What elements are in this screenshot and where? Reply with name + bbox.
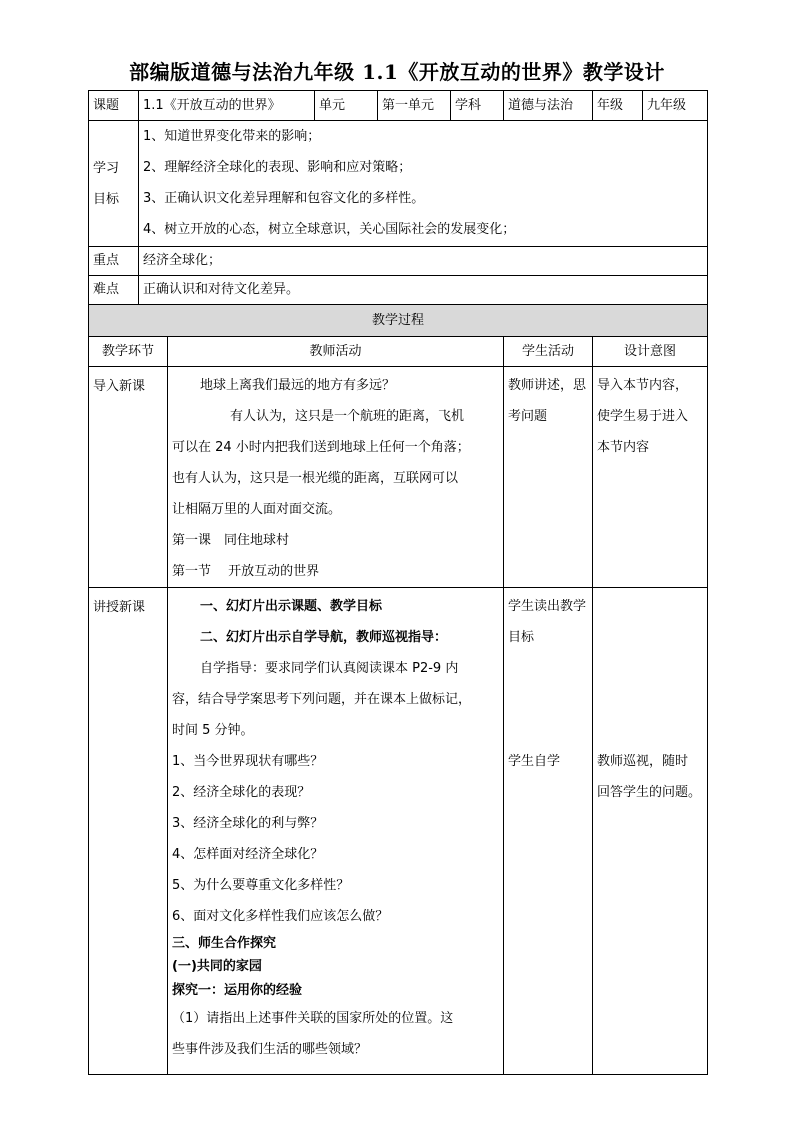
question-item: 1、当今世界现状有哪些？ — [172, 754, 324, 769]
subject-value: 道德与法治 — [504, 91, 593, 121]
intro-line: 可以在 24 小时内把我们送到地球上任何一个角落； — [172, 440, 470, 455]
unit-label: 单元 — [315, 91, 378, 121]
new-content-row — [89, 588, 708, 1075]
question-item: 6、面对文化多样性我们应该怎么做？ — [172, 909, 389, 924]
goals-row — [89, 121, 708, 247]
lesson-label: 课题 — [89, 91, 139, 121]
process-heading: 教学过程 — [89, 305, 708, 337]
goals-content — [139, 121, 708, 247]
new-intent — [593, 588, 708, 1075]
goal-item: 2、理解经济全球化的表现、影响和应对策略； — [143, 160, 412, 175]
section-heading: 探究一：运用你的经验 — [172, 983, 303, 998]
new-student-line: 学生自学 — [508, 754, 561, 769]
guide-line: 容，结合导学案思考下列问题，并在课本上做标记， — [172, 692, 472, 707]
lesson-plan-table — [88, 90, 708, 1075]
columns-row — [89, 337, 708, 367]
intro-row — [89, 367, 708, 588]
goal-item: 4、树立开放的心态，树立全球意识，关心国际社会的发展变化； — [143, 222, 516, 237]
goal-item: 3、正确认识文化差异理解和包容文化的多样性。 — [143, 191, 425, 206]
goals-label-line2: 目标 — [93, 191, 120, 207]
new-intent-line: 教师巡视，随时 — [597, 754, 689, 769]
new-stage: 讲授新课 — [89, 588, 168, 1075]
intro-line: 第一课 同住地球村 — [172, 533, 290, 548]
intro-line: 第一节 开放互动的世界 — [172, 564, 320, 579]
col-intent: 设计意图 — [593, 337, 708, 367]
header-row — [89, 91, 708, 121]
difficulty-label: 难点 — [89, 276, 139, 305]
new-intent-line: 回答学生的问题。 — [597, 785, 702, 800]
section-heading: 三、师生合作探究 — [172, 936, 277, 951]
intro-stage: 导入新课 — [89, 367, 168, 588]
goals-label — [89, 121, 139, 247]
question-item: 4、怎样面对经济全球化？ — [172, 847, 324, 862]
guide-line: 自学指导：要求同学们认真阅读课本 P2-9 内 — [200, 661, 459, 676]
question-item: 2、经济全球化的表现？ — [172, 785, 311, 800]
document-title: 部编版道德与法治九年级 1.1《开放互动的世界》教学设计 — [129, 60, 665, 84]
section-heading: (一)共同的家园 — [172, 959, 262, 974]
intro-teacher — [168, 367, 504, 588]
intro-intent — [593, 367, 708, 588]
lesson-value: 1.1《开放互动的世界》 — [139, 91, 315, 121]
difficulty-value: 正确认识和对待文化差异。 — [139, 276, 708, 305]
key-point-value: 经济全球化； — [139, 247, 708, 276]
unit-value: 第一单元 — [378, 91, 451, 121]
task-line: 些事件涉及我们生活的哪些领域？ — [172, 1042, 368, 1057]
new-teacher — [168, 588, 504, 1075]
difficulty-row — [89, 276, 708, 305]
new-student-line: 学生读出教学 — [508, 599, 587, 614]
intro-line: 有人认为，这只是一个航班的距离，飞机 — [230, 409, 465, 424]
intro-line: 也有人认为，这只是一根光缆的距离，互联网可以 — [172, 471, 459, 486]
intro-student — [504, 367, 593, 588]
task-line: （1）请指出上述事件关联的国家所处的位置。这 — [172, 1011, 454, 1026]
step-heading: 二、幻灯片出示自学导航，教师巡视指导： — [200, 630, 448, 645]
intro-line: 让相隔万里的人面对面交流。 — [172, 502, 342, 517]
question-item: 3、经济全球化的利与弊？ — [172, 816, 324, 831]
grade-label: 年级 — [593, 91, 643, 121]
question-item: 5、为什么要尊重文化多样性？ — [172, 878, 350, 893]
new-student — [504, 588, 593, 1075]
intro-student-line: 教师讲述，思 — [508, 378, 587, 393]
guide-line: 时间 5 分钟。 — [172, 723, 254, 738]
new-student-line: 目标 — [508, 630, 535, 645]
process-heading-row — [89, 305, 708, 337]
col-teacher: 教师活动 — [168, 337, 504, 367]
goals-label-line1: 学习 — [93, 160, 120, 176]
grade-value: 九年级 — [643, 91, 708, 121]
key-point-row — [89, 247, 708, 276]
key-point-label: 重点 — [89, 247, 139, 276]
intro-intent-line: 使学生易于进入 — [597, 409, 689, 424]
step-heading: 一、幻灯片出示课题、教学目标 — [200, 599, 383, 614]
intro-intent-line: 导入本节内容， — [597, 378, 689, 393]
subject-label: 学科 — [451, 91, 504, 121]
col-stage: 教学环节 — [89, 337, 168, 367]
col-student: 学生活动 — [504, 337, 593, 367]
intro-line: 地球上离我们最远的地方有多远？ — [200, 378, 396, 393]
intro-student-line: 考问题 — [508, 409, 548, 424]
goal-item: 1、知道世界变化带来的影响； — [143, 129, 321, 144]
intro-intent-line: 本节内容 — [597, 440, 650, 455]
